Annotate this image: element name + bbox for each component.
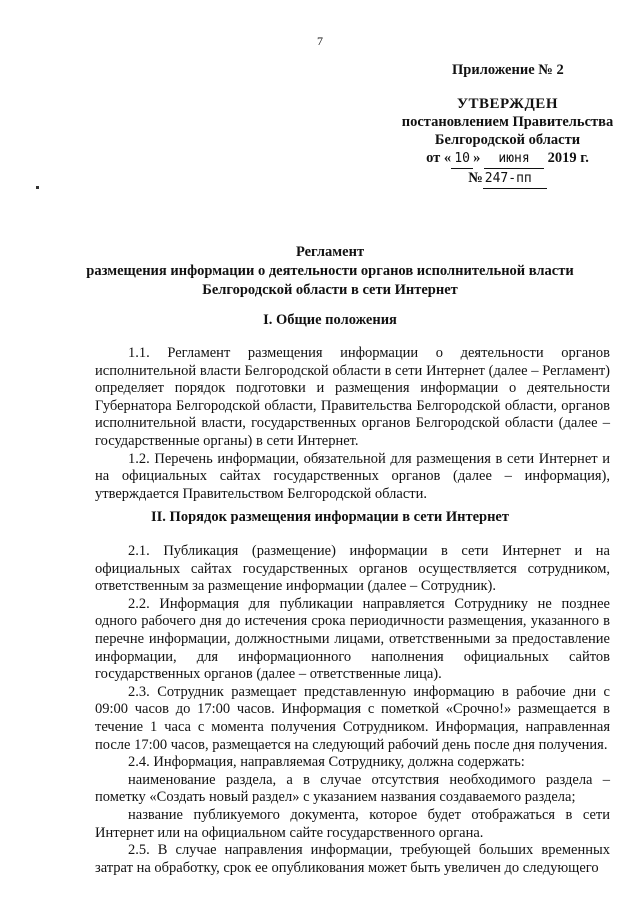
paragraph-2-4-item1: наименование раздела, а в случае отсутствия необходимого раздела – пометку «Создать новый раздел» с указанием названия создаваемого раздела; [95,771,610,806]
paragraph-2-4-item2: название публикуемого документа, которое будет отображаться в сети Интернет или на официальном сайте государственного органа. [95,806,610,841]
approval-heading: УТВЕРЖДЕН [457,96,558,112]
number-prefix: № [468,170,483,186]
approval-line2: Белгородской области [434,132,581,148]
date-mid: » [473,150,481,166]
paragraph-2-1: 2.1. Публикация (размещение) информации в сети Интернет и на официальных сайтах государственных органов осуществляется сотрудником, ответственным за размещение информации (далее – Сотрудник). [95,543,610,595]
date-prefix: от « [426,150,452,166]
paragraph-2-3: 2.3. Сотрудник размещает представленную информацию в рабочие дни с 09:00 часов до 17:00 часов. Информация с пометкой «Срочно!» размещается в течение 1 часа с момента получения Сотрудником. Информация, направленная после 17:00 часов, размещается на следующий рабочий день после дня получения. [95,683,610,753]
date-year: 2019 г. [547,150,589,166]
section2-body [95,543,610,877]
paragraph-2-5: 2.5. В случае направления информации, требующей больших временных затрат на обработку, срок ее опубликования может быть увеличен до следующего [95,842,610,876]
title-line3: Белгородской области в сети Интернет [202,282,458,298]
date-day: 10 [451,150,473,169]
approval-date [395,149,620,169]
paragraph-1-2: 1.2. Перечень информации, обязательной для размещения в сети Интернет и на официальных сайтах государственных органов (далее – информация), утверждается Правительством Белгородской области. [95,450,610,502]
page-number: 7 [317,34,323,48]
paragraph-1-1: 1.1. Регламент размещения информации о деятельности органов исполнительной власти Белгородской области в сети Интернет (далее – Регламент) определяет порядок подготовки и размещения информации о деятельности Губернатора Белгородской области, Правительства Белгородской области, органов исполнительной власти, государственных органов Белгородской области (далее – государственные органы) в сети Интернет. [95,345,610,449]
approval-number [395,169,620,189]
paragraph-2-2: 2.2. Информация для публикации направляется Сотруднику не позднее одного рабочего дня до истечения срока периодичности размещения, указанного в перечне информации, должностными лицами, ответственными за предоставление информации, для информационного наполнения официальных сайтов государственных органов (далее – ответственные лица). [95,595,610,683]
title-line2: размещения информации о деятельности органов исполнительной власти [86,263,574,279]
title-line1: Регламент [295,244,365,260]
section1-heading: I. Общие положения [263,312,397,328]
section2-heading: II. Порядок размещения информации в сети Интернет [151,509,509,525]
date-month: июня [484,150,544,169]
number-value: 247-пп [483,170,547,189]
annex-label: Приложение № 2 [452,62,564,78]
paragraph-2-4: 2.4. Информация, направляемая Сотруднику, должна содержать: [128,754,525,771]
approval-stamp [395,95,620,189]
approval-line1: постановлением Правительства [401,114,614,130]
document-title [80,243,580,300]
margin-dot [36,186,39,189]
section1-body [95,345,610,503]
